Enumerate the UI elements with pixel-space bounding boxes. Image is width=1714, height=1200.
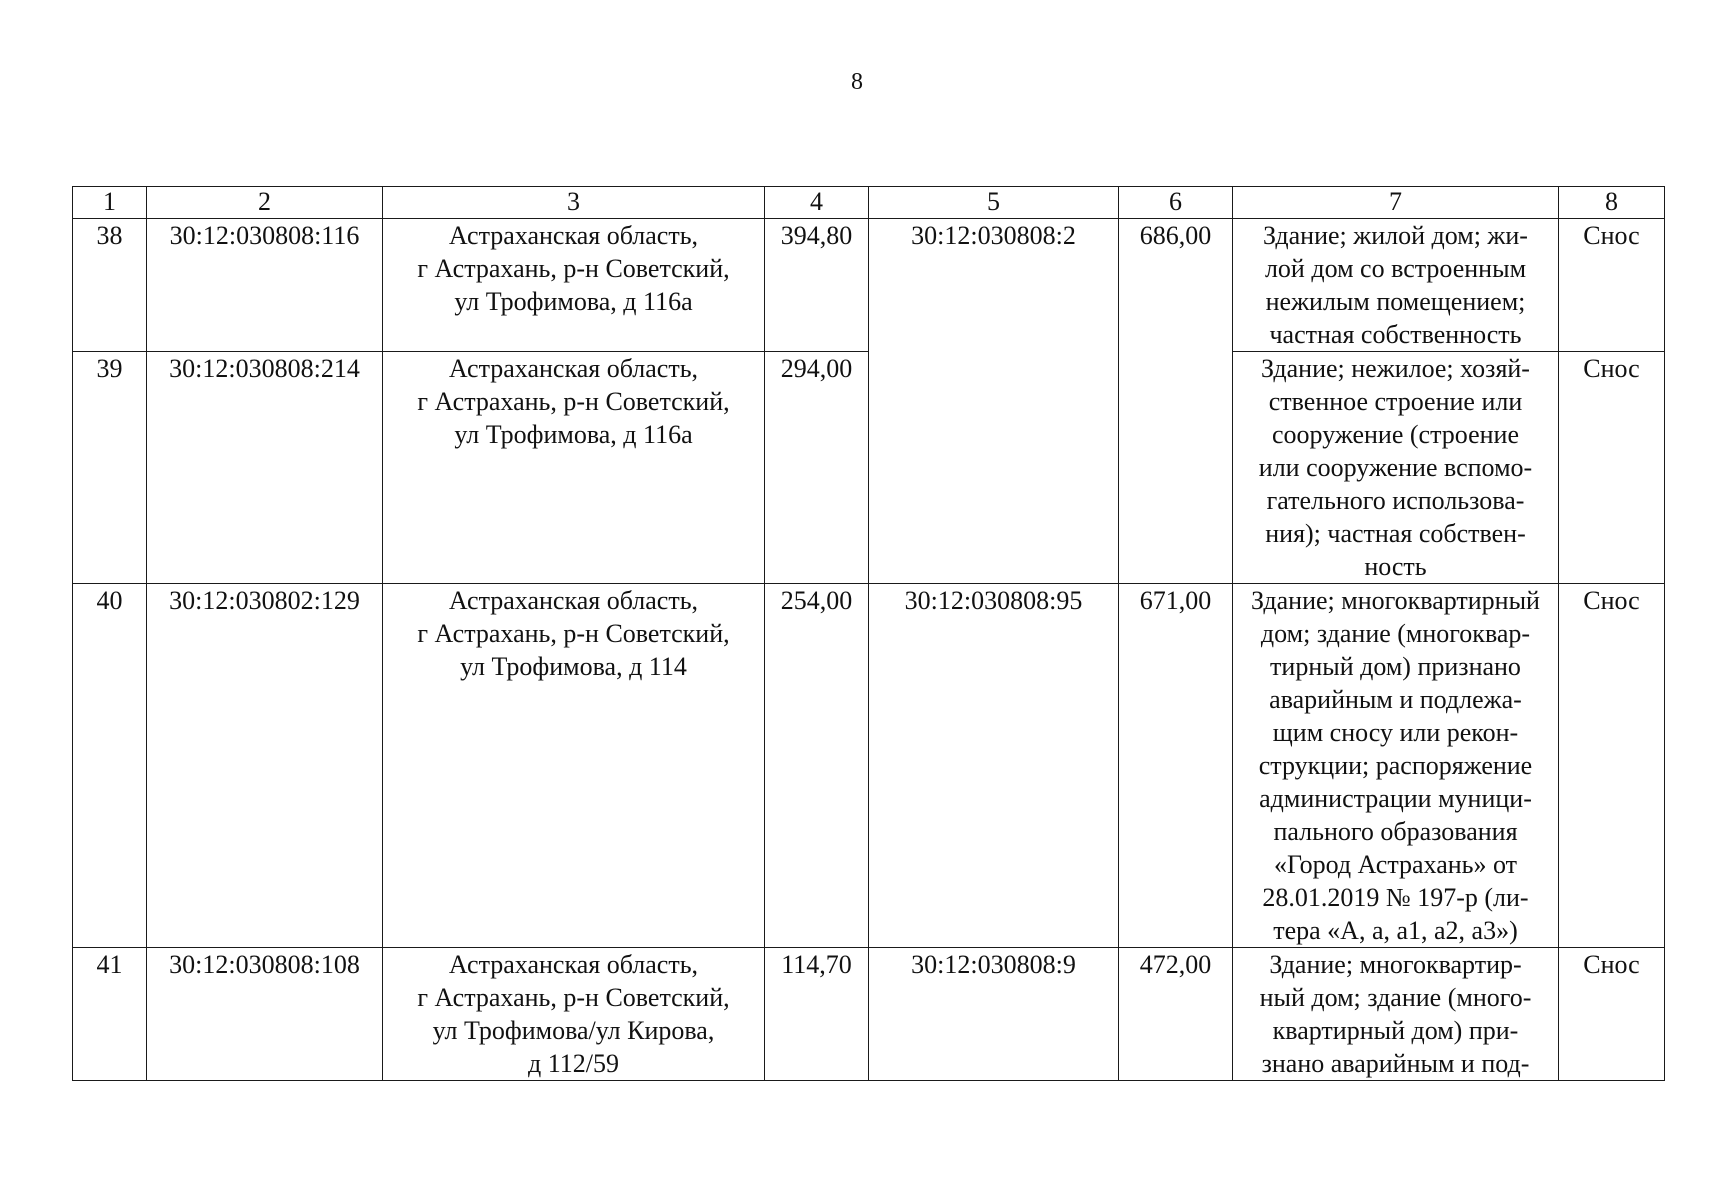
- cadastral-number: 30:12:030808:214: [147, 352, 383, 584]
- description-line: ния); частная собствен-: [1265, 519, 1526, 548]
- description-line: ность: [1364, 552, 1427, 581]
- description-line: частная собственность: [1269, 320, 1522, 349]
- description-line: ственное строение или: [1268, 387, 1523, 416]
- object-area: 394,80: [765, 219, 869, 352]
- row-number: 40: [73, 584, 147, 948]
- header-cell-6: 6: [1119, 187, 1233, 219]
- header-cell-3: 3: [383, 187, 765, 219]
- table-header-row: [73, 187, 1665, 219]
- planned-action: Снос: [1559, 948, 1665, 1081]
- description-line: щим сносу или рекон-: [1272, 718, 1519, 747]
- object-description: [1233, 352, 1559, 584]
- address-line: ул Трофимова, д 116а: [454, 287, 693, 316]
- parcel-area: 472,00: [1119, 948, 1233, 1081]
- object-address: [383, 219, 765, 352]
- table-row: [73, 584, 1665, 948]
- parcel-cadastral-number: 30:12:030808:95: [869, 584, 1119, 948]
- description-line: сооружение (строение: [1272, 420, 1519, 449]
- description-line: гательного использова-: [1266, 486, 1525, 515]
- planned-action: Снос: [1559, 584, 1665, 948]
- address-line: д 112/59: [528, 1049, 619, 1078]
- parcel-area: 686,00: [1119, 219, 1233, 584]
- description-line: аварийным и подлежа-: [1269, 685, 1522, 714]
- description-line: ный дом; здание (много-: [1259, 983, 1532, 1012]
- header-cell-8: 8: [1559, 187, 1665, 219]
- address-line: ул Трофимова, д 114: [460, 652, 687, 681]
- parcel-cadastral-number: 30:12:030808:9: [869, 948, 1119, 1081]
- address-line: г Астрахань, р-н Советский,: [417, 387, 730, 416]
- header-cell-4: 4: [765, 187, 869, 219]
- description-line: или сооружение вспомо-: [1258, 453, 1533, 482]
- header-cell-2: 2: [147, 187, 383, 219]
- address-line: г Астрахань, р-н Советский,: [417, 619, 730, 648]
- address-line: Астраханская область,: [448, 221, 699, 250]
- cadastral-number: 30:12:030808:116: [147, 219, 383, 352]
- description-line: знано аварийным и под-: [1261, 1049, 1530, 1078]
- description-line: пального образования: [1273, 817, 1518, 846]
- description-line: тера «А, а, а1, а2, а3»): [1273, 916, 1518, 945]
- address-line: ул Трофимова/ул Кирова,: [432, 1016, 715, 1045]
- description-line: тирный дом) признано: [1270, 652, 1521, 681]
- description-line: дом; здание (многоквар-: [1260, 619, 1531, 648]
- cadastral-number: 30:12:030802:129: [147, 584, 383, 948]
- description-line: администрации муници-: [1259, 784, 1532, 813]
- address-line: г Астрахань, р-н Советский,: [417, 254, 730, 283]
- description-line: квартирный дом) при-: [1272, 1016, 1519, 1045]
- description-line: струкции; распоряжение: [1258, 751, 1533, 780]
- object-address: [383, 584, 765, 948]
- address-line: г Астрахань, р-н Советский,: [417, 983, 730, 1012]
- description-line: Здание; многоквартирный: [1251, 586, 1540, 615]
- planned-action: Снос: [1559, 219, 1665, 352]
- address-line: Астраханская область,: [448, 354, 699, 383]
- object-description: [1233, 219, 1559, 352]
- planned-action: Снос: [1559, 352, 1665, 584]
- parcel-area: 671,00: [1119, 584, 1233, 948]
- address-line: Астраханская область,: [448, 950, 699, 979]
- row-number: 39: [73, 352, 147, 584]
- description-line: лой дом со встроенным: [1264, 254, 1527, 283]
- header-cell-7: 7: [1233, 187, 1559, 219]
- object-description: [1233, 948, 1559, 1081]
- parcel-cadastral-number: 30:12:030808:2: [869, 219, 1119, 584]
- address-line: Астраханская область,: [448, 586, 699, 615]
- object-area: 254,00: [765, 584, 869, 948]
- table-row: [73, 948, 1665, 1081]
- objects-table: [72, 186, 1665, 1081]
- object-address: [383, 352, 765, 584]
- table-row: [73, 219, 1665, 352]
- description-line: «Город Астрахань» от: [1273, 850, 1518, 879]
- address-line: ул Трофимова, д 116а: [454, 420, 693, 449]
- object-description: [1233, 584, 1559, 948]
- header-cell-1: 1: [73, 187, 147, 219]
- row-number: 41: [73, 948, 147, 1081]
- object-area: 294,00: [765, 352, 869, 584]
- header-cell-5: 5: [869, 187, 1119, 219]
- object-area: 114,70: [765, 948, 869, 1081]
- page-number: 8: [851, 69, 863, 95]
- row-number: 38: [73, 219, 147, 352]
- description-line: 28.01.2019 № 197-р (ли-: [1262, 883, 1529, 912]
- description-line: Здание; нежилое; хозяй-: [1261, 354, 1530, 383]
- description-line: Здание; жилой дом; жи-: [1263, 221, 1528, 250]
- cadastral-number: 30:12:030808:108: [147, 948, 383, 1081]
- description-line: нежилым помещением;: [1265, 287, 1526, 316]
- object-address: [383, 948, 765, 1081]
- description-line: Здание; многоквартир-: [1269, 950, 1522, 979]
